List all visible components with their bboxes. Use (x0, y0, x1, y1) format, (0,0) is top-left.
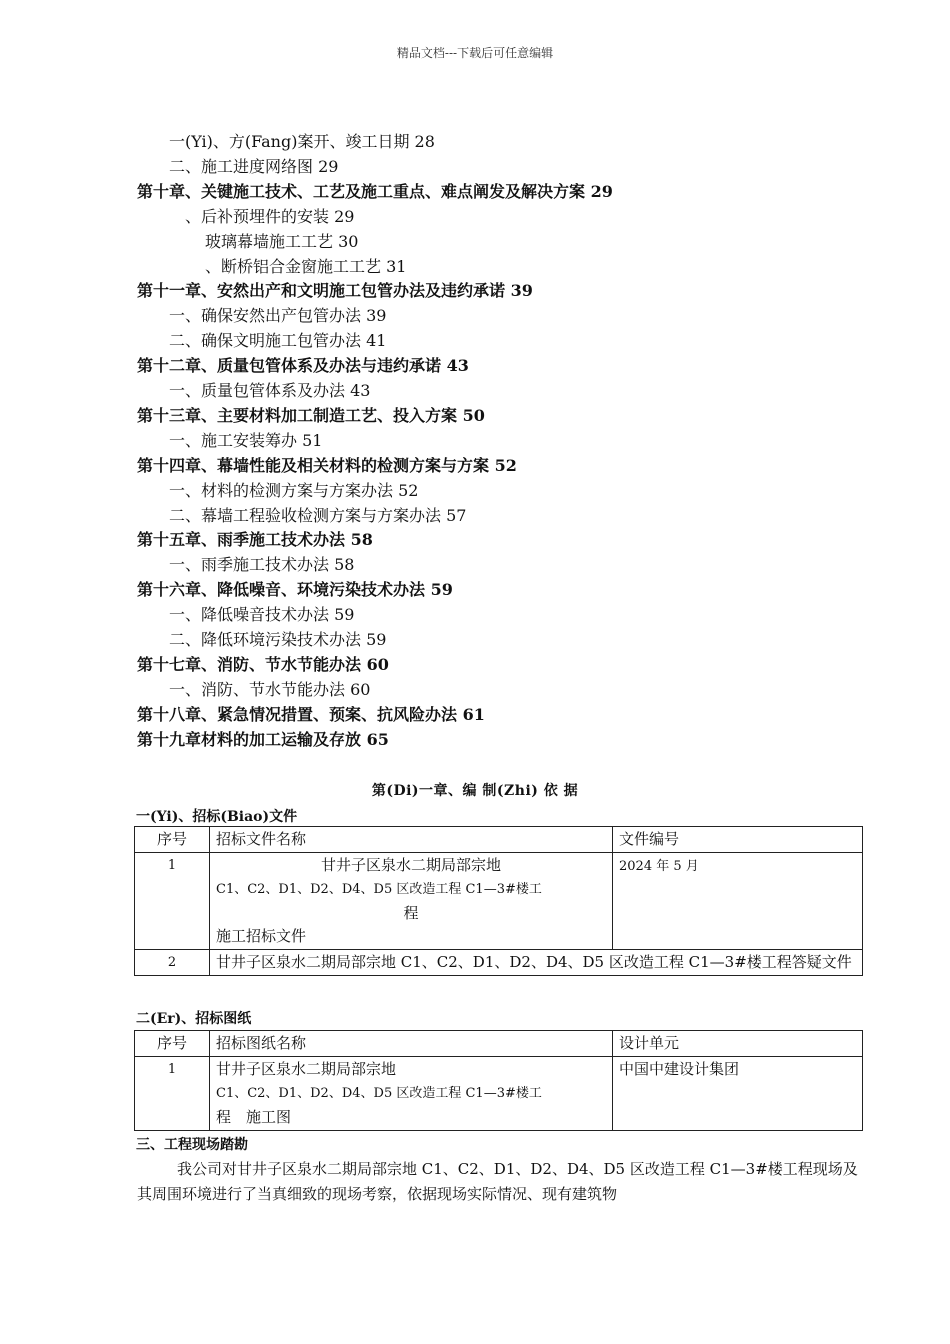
row-unit: 中国中建设计集团 (613, 1057, 863, 1131)
toc-section-entry: 玻璃幕墙施工工艺 30 (205, 231, 359, 251)
toc-chapter-entry: 第十五章、雨季施工技术办法 58 (137, 530, 373, 550)
part2-heading: 二(Er)、招标图纸 (136, 1011, 252, 1027)
toc-section-entry: 二、施工进度网络图 29 (169, 156, 339, 176)
page-header: 精品文档---下载后可任意编辑 (396, 46, 554, 60)
toc-section-entry: 一(Yi)、方(Fang)案开、竣工日期 28 (169, 132, 435, 151)
toc-chapter-entry: 第十八章、紧急情况措置、预案、抗风险办法 61 (137, 704, 485, 724)
row-name-line: 程 施工图 (216, 1108, 292, 1126)
part3-heading: 三、工程现场踏勘 (136, 1137, 248, 1153)
toc-section-entry: 二、确保文明施工包管办法 41 (169, 331, 387, 351)
toc-section-entry: 一、降低噪音技术办法 59 (169, 605, 355, 625)
header-unit: 设计单元 (613, 1031, 863, 1057)
row-name-line: C1、C2、D1、D2、D4、D5 区改造工程 C1—3#楼工 (216, 1086, 542, 1101)
header-name: 招标文件名称 (210, 827, 613, 853)
table-row (135, 853, 863, 950)
row-name (210, 853, 613, 950)
toc-section-entry: 、后补预埋件的安装 29 (185, 206, 355, 226)
site-survey-paragraph: 我公司对甘井子区泉水二期局部宗地 C1、C2、D1、D2、D4、D5 区改造工程 C1—3#楼工程现场及其周围环境进行了当真细致的现场考察，依据现场实际情况、现有建筑物 (137, 1160, 858, 1203)
row-name: 甘井子区泉水二期局部宗地 C1、C2、D1、D2、D4、D5 区改造工程 C1—3#楼工程答疑文件 (210, 950, 863, 976)
toc-section-entry: 一、施工安装筹办 51 (169, 430, 323, 450)
section-title: 第(Di)一章、编 制(Zhi) 依 据 (371, 783, 579, 799)
toc-chapter-entry: 第十一章、安然出产和文明施工包管办法及违约承诺 39 (137, 281, 533, 301)
table-row (135, 1057, 863, 1131)
toc-chapter-entry: 第十章、关键施工技术、工艺及施工重点、难点阐发及解决方案 29 (137, 181, 613, 201)
table-row (135, 950, 863, 976)
tender-drawings-table (134, 1030, 863, 1131)
row-name-line: 程 (403, 904, 419, 922)
toc-section-entry: 一、确保安然出产包管办法 39 (169, 306, 387, 326)
toc-chapter-entry: 第十七章、消防、节水节能办法 60 (137, 654, 389, 674)
toc-section-entry: 二、降低环境污染技术办法 59 (169, 630, 387, 649)
header-code: 文件编号 (613, 827, 863, 853)
toc-chapter-entry: 第十四章、幕墙性能及相关材料的检测方案与方案 52 (137, 455, 517, 475)
toc-section-entry: 一、消防、节水节能办法 60 (169, 679, 371, 699)
row-seq: 1 (135, 1057, 210, 1131)
toc-chapter-entry: 第十六章、降低噪音、环境污染技术办法 59 (137, 580, 453, 600)
row-code: 2024 年 5 月 (613, 853, 863, 950)
part1-heading: 一(Yi)、招标(Biao)文件 (136, 809, 298, 825)
tender-documents-table (134, 826, 863, 976)
header-name: 招标图纸名称 (210, 1031, 613, 1057)
table-header-row (135, 827, 863, 853)
row-name-line: C1、C2、D1、D2、D4、D5 区改造工程 C1—3#楼工 (216, 882, 542, 897)
row-name-line: 甘井子区泉水二期局部宗地 (320, 856, 501, 874)
toc-section-entry: 、断桥铝合金窗施工工艺 31 (205, 256, 407, 276)
header-seq: 序号 (135, 827, 210, 853)
table-header-row (135, 1031, 863, 1057)
toc-chapter-entry: 第十九章材料的加工运输及存放 65 (137, 729, 389, 749)
row-name-line: 甘井子区泉水二期局部宗地 (216, 1060, 397, 1078)
row-name-line: 施工招标文件 (216, 927, 307, 945)
toc-chapter-entry: 第十三章、主要材料加工制造工艺、投入方案 50 (137, 405, 485, 425)
row-seq: 1 (135, 853, 210, 950)
toc-section-entry: 一、雨季施工技术办法 58 (169, 555, 355, 575)
row-name (210, 1057, 613, 1131)
toc-chapter-entry: 第十二章、质量包管体系及办法与违约承诺 43 (137, 356, 469, 376)
header-seq: 序号 (135, 1031, 210, 1057)
toc-section-entry: 一、材料的检测方案与方案办法 52 (169, 480, 419, 500)
row-seq: 2 (135, 950, 210, 976)
toc-section-entry: 二、幕墙工程验收检测方案与方案办法 57 (169, 505, 467, 525)
toc-section-entry: 一、质量包管体系及办法 43 (169, 381, 371, 400)
